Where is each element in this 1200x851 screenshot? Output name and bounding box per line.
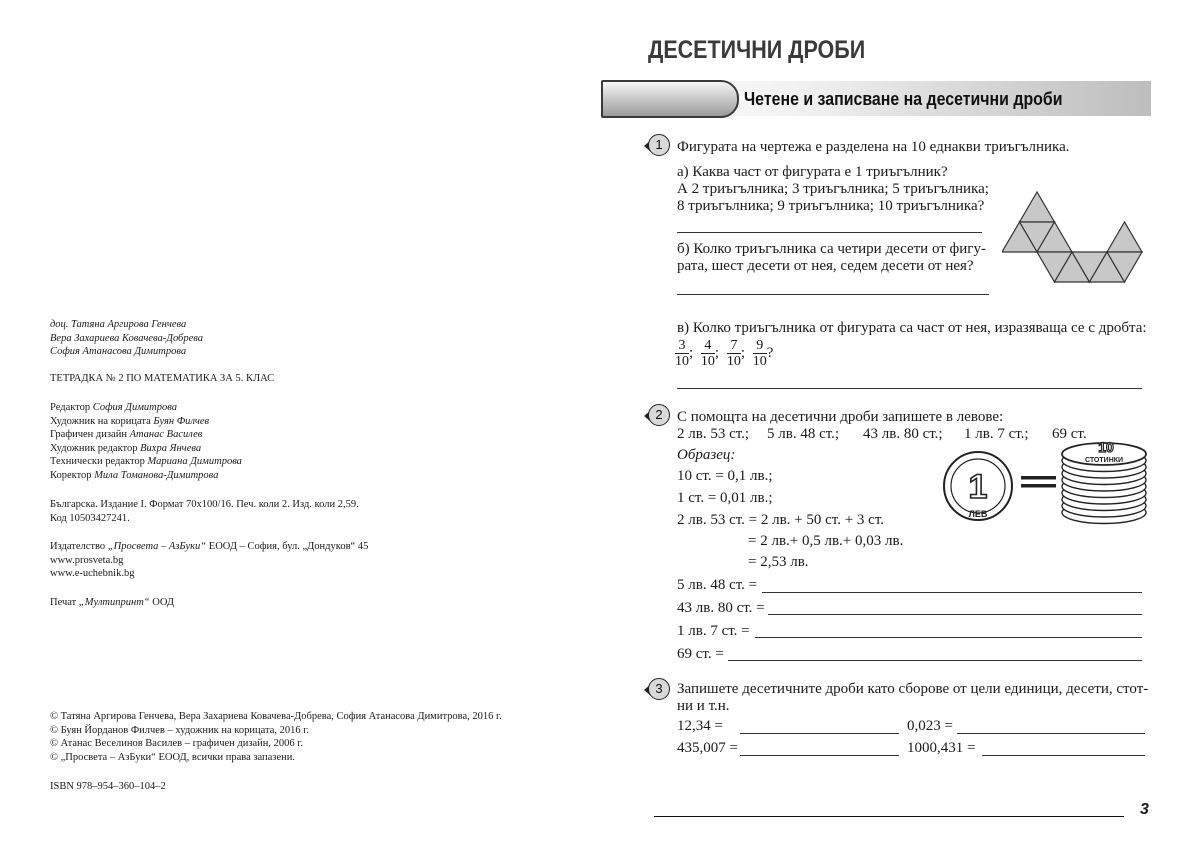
exercise-prompt: 1 лв. 7 ст. =	[677, 623, 750, 639]
figure-triangle	[1020, 192, 1055, 222]
exercise-prompt: 43 лв. 80 ст. =	[677, 600, 765, 616]
printer-line: Печат „Мултипринт“ ООД	[50, 597, 175, 608]
publisher-line: Издателство „Просвета – АзБуки“ ЕООД – София, бул. „Дондуков“ 45	[50, 541, 369, 552]
fraction: $\frac{3}{10}$	[675, 338, 689, 369]
task-number-marker: 3	[648, 678, 670, 700]
decimal-prompt: 435,007 =	[677, 740, 738, 756]
amount: 1 лв. 7 ст.;	[964, 426, 1029, 442]
exercise-prompt: 5 лв. 48 ст. =	[677, 577, 758, 593]
book-title: ТЕТРАДКА № 2 ПО МАТЕМАТИКА ЗА 5. КЛАС	[50, 373, 275, 384]
decimal-prompt: 1000,431 =	[907, 740, 976, 756]
answer-line[interactable]	[957, 733, 1145, 734]
page-number: 3	[1140, 801, 1149, 818]
imprint-publisher	[50, 540, 368, 581]
svg-text:СТОТИНКИ: СТОТИНКИ	[1084, 457, 1124, 464]
answer-line[interactable]	[677, 388, 1142, 389]
credit-line: Технически редактор Мариана Димитрова	[50, 456, 242, 468]
copyright-line: © Татяна Аргирова Генчева, Вера Захариева Ковачева-Добрева, София Атанасова Димитрова, 2016 г.	[50, 711, 502, 722]
footer-rule	[654, 816, 1124, 817]
imprint-copyrights	[50, 710, 502, 764]
task1-b-line: б) Колко триъгълника са четири десети от фигу-	[677, 241, 986, 257]
exercise-prompt: 69 ст. =	[677, 646, 724, 662]
edition-line: Българска. Издание I. Формат 70x100/16. Печ. коли 2. Изд. коли 2,59.	[50, 499, 359, 510]
copyright-line: © Атанас Веселинов Василев – графичен дизайн, 2006 г.	[50, 738, 304, 750]
fraction: $\frac{7}{10}$	[726, 338, 741, 369]
task1-a-line: 8 триъгълника; 9 триъгълника; 10 триъгълника?	[677, 198, 985, 214]
example-line: 10 ст. = 0,1 лв.;	[677, 468, 773, 484]
lesson-header-tab	[601, 80, 739, 118]
answer-line[interactable]	[677, 294, 989, 295]
example-label: Образец:	[677, 447, 736, 463]
fraction-list: $\frac{3}{10}$ ; $\frac{4}{10}$ ; $\frac{7}{10}$ ; $\frac{9}{10}$ ?	[675, 338, 774, 369]
answer-line[interactable]	[740, 755, 899, 756]
amount: 43 лв. 80 ст.;	[863, 426, 943, 442]
isbn: ISBN 978–954–360–104–2	[50, 781, 166, 792]
website-link[interactable]: www.e-uchebnik.bg	[50, 568, 135, 580]
edition-line: Код 10503427241.	[50, 512, 130, 524]
chapter-title: ДЕСЕТИЧНИ ДРОБИ	[648, 36, 866, 64]
task3-text: Запишете десетичните дроби като сборове от цели единици, десети, стот-	[677, 681, 1149, 697]
imprint-book-title	[50, 372, 274, 386]
task3-text: ни и т.н.	[677, 698, 730, 714]
imprint-edition	[50, 498, 359, 525]
answer-line[interactable]	[740, 733, 899, 734]
example-line: 2 лв. 53 ст. = 2 лв. + 50 ст. + 3 ст.	[677, 512, 885, 528]
coin-stack-icon	[1058, 440, 1152, 526]
decimal-prompt: 12,34 =	[677, 718, 723, 734]
author-line: доц. Татяна Аргирова Генчева	[50, 319, 187, 330]
answer-line[interactable]	[762, 592, 1142, 593]
author-line: Вера Захариева Ковачева-Добрева	[50, 332, 203, 344]
task1-a-line: А 2 триъгълника; 3 триъгълника; 5 триъгълника;	[677, 181, 989, 197]
credit-line: Художник редактор Вихра Янчева	[50, 442, 202, 454]
imprint-credits	[50, 401, 242, 483]
amount: 69 ст.	[1052, 426, 1087, 442]
credit-line: Графичен дизайн Атанас Василев	[50, 429, 203, 441]
copyright-line: © „Просвета – АзБуки“ ЕООД, всички права запазени.	[50, 751, 295, 763]
example-line: = 2 лв.+ 0,5 лв.+ 0,03 лв.	[748, 533, 904, 549]
credit-line: Редактор София Димитрова	[50, 402, 178, 413]
imprint-isbn	[50, 780, 166, 794]
task1-text: Фигурата на чертежа е разделена на 10 еднакви триъгълника.	[677, 139, 1070, 155]
lesson-title: Четене и записване на десетични дроби	[744, 88, 1063, 109]
svg-text:1: 1	[968, 468, 988, 506]
svg-text:10: 10	[1098, 440, 1114, 455]
answer-line[interactable]	[728, 660, 1142, 661]
task2-text: С помощта на десетични дроби запишете в левове:	[677, 409, 1004, 425]
credit-line: Коректор Мила Томанова-Димитрова	[50, 469, 219, 481]
figure-triangle	[1107, 222, 1142, 252]
answer-line[interactable]	[768, 614, 1142, 615]
credit-line: Художник на корицата Буян Филчев	[50, 415, 210, 427]
imprint-authors	[50, 318, 203, 359]
svg-text:ЛЕВ: ЛЕВ	[968, 509, 988, 519]
task-number-marker: 1	[648, 134, 670, 156]
amount: 2 лв. 53 ст.;	[677, 426, 750, 442]
triangle-figure	[1002, 190, 1154, 294]
answer-line[interactable]	[677, 232, 982, 233]
fraction: $\frac{4}{10}$	[700, 338, 715, 369]
imprint-printer	[50, 596, 174, 610]
website-link[interactable]: www.prosveta.bg	[50, 554, 124, 566]
task1-b-line: рата, шест десети от нея, седем десети от нея?	[677, 258, 974, 274]
author-line: София Атанасова Димитрова	[50, 346, 187, 358]
fraction: $\frac{9}{10}$	[752, 338, 767, 369]
copyright-line: © Буян Йорданов Филчев – художник на корицата, 2016 г.	[50, 724, 309, 736]
amount: 5 лв. 48 ст.;	[767, 426, 840, 442]
equals-icon	[1020, 474, 1058, 490]
task-number-marker: 2	[648, 404, 670, 426]
answer-line[interactable]	[982, 755, 1145, 756]
task1-a-line: а) Каква част от фигурата е 1 триъгълник?	[677, 164, 948, 180]
example-line: 1 ст. = 0,01 лв.;	[677, 490, 773, 506]
example-line: = 2,53 лв.	[748, 554, 809, 570]
coin-icon	[940, 448, 1020, 524]
answer-line[interactable]	[755, 637, 1142, 638]
decimal-prompt: 0,023 =	[907, 718, 953, 734]
task1-c-text: в) Колко триъгълника от фигурата са част от нея, изразяваща се с дробта:	[677, 320, 1147, 336]
